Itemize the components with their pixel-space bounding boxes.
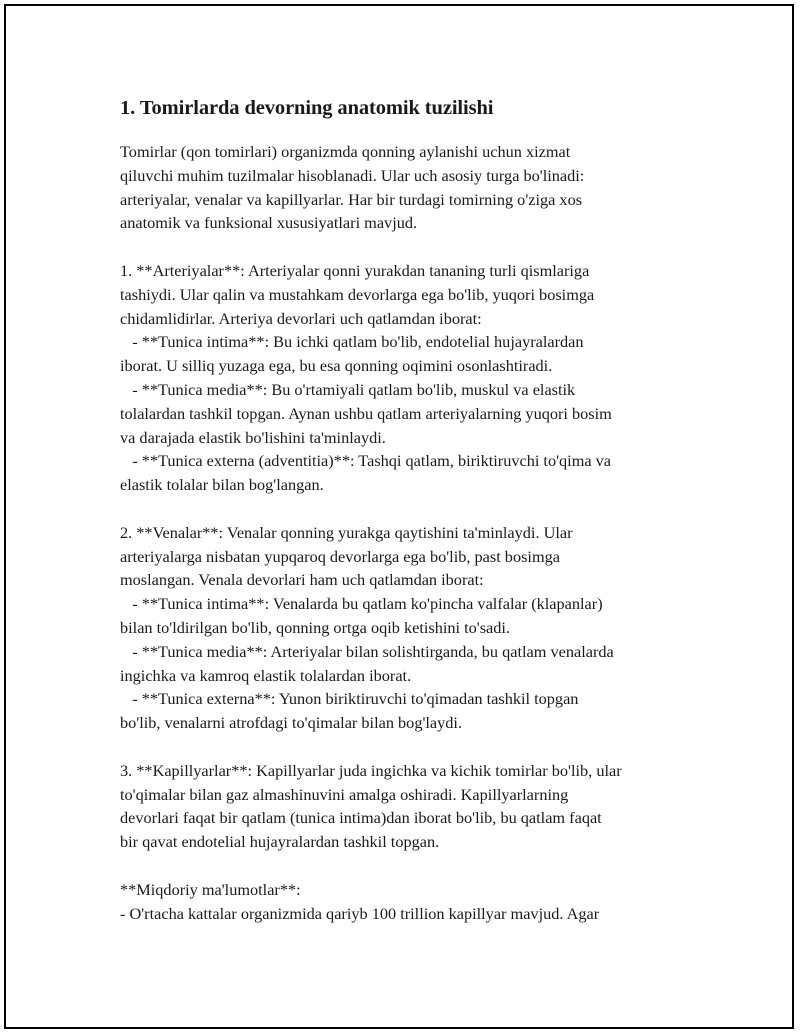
text-line: tolalardan tashkil topgan. Aynan ushbu qatlam arteriyalarning yuqori bosim (120, 403, 612, 423)
text-line: - **Tunica media**: Bu o'rtamiyali qatlam bo'lib, muskul va elastik (120, 379, 576, 399)
text-line: - **Tunica externa (adventitia)**: Tashqi qatlam, biriktiruvchi to'qima va (120, 451, 612, 471)
text-line: arteriyalar, venalar va kapillyarlar. Har bir turdagi tomirning o'ziga xos (120, 189, 583, 209)
text-line: 2. **Venalar**: Venalar qonning yurakga qaytishini ta'minlaydi. Ular (120, 522, 573, 542)
document-page (4, 4, 794, 1029)
text-line: va darajada elastik bo'lishini ta'minlaydi. (120, 427, 386, 447)
text-line: ingichka va kamroq elastik tolalardan iborat. (120, 665, 412, 685)
section-heading: 1. Tomirlarda devorning anatomik tuzilishi (120, 97, 494, 119)
blank-line (120, 735, 720, 759)
text-line: bir qavat endotelial hujayralardan tashkil topgan. (120, 832, 440, 852)
text-line: to'qimalar bilan gaz almashinuvini amalga oshiradi. Kapillyarlarning (120, 784, 569, 804)
blank-line (120, 235, 720, 259)
text-line: chidamlidirlar. Arteriya devorlari uch qatlamdan iborat: (120, 308, 482, 328)
text-line: arteriyalarga nisbatan yupqaroq devorlarga ega bo'lib, past bosimga (120, 546, 560, 566)
text-line: iborat. U silliq yuzaga ega, bu esa qonning oqimini osonlashtiradi. (120, 356, 553, 376)
body-text (120, 140, 720, 925)
text-line: bo'lib, venalarni atrofdagi to'qimalar bilan bog'laydi. (120, 713, 463, 733)
text-line: - **Tunica intima**: Venalarda bu qatlam ko'pincha valfalar (klapanlar) (120, 594, 603, 614)
text-line: 3. **Kapillyarlar**: Kapillyarlar juda ingichka va kichik tomirlar bo'lib, ular (120, 760, 622, 780)
text-line: devorlari faqat bir qatlam (tunica intima)dan iborat bo'lib, bu qatlam faqat (120, 808, 602, 828)
text-line: anatomik va funksional xususiyatlari mavjud. (120, 213, 418, 233)
document-content (120, 96, 720, 925)
text-line: **Miqdoriy ma'lumotlar**: (120, 879, 301, 899)
text-line: elastik tolalar bilan bog'langan. (120, 475, 324, 495)
text-line: moslangan. Venala devorlari ham uch qatlamdan iborat: (120, 570, 484, 590)
text-line: - O'rtacha kattalar organizmida qariyb 100 trillion kapillyar mavjud. Agar (120, 903, 600, 923)
text-line: - **Tunica media**: Arteriyalar bilan solishtirganda, bu qatlam venalarda (120, 641, 614, 661)
blank-line (120, 854, 720, 878)
text-line: 1. **Arteriyalar**: Arteriyalar qonni yurakdan tananing turli qismlariga (120, 260, 590, 280)
text-line: - **Tunica externa**: Yunon biriktiruvchi to'qimadan tashkil topgan (120, 689, 579, 709)
text-line: - **Tunica intima**: Bu ichki qatlam bo'lib, endotelial hujayralardan (120, 332, 584, 352)
blank-line (120, 497, 720, 521)
text-line: tashiydi. Ular qalin va mustahkam devorlarga ega bo'lib, yuqori bosimga (120, 284, 595, 304)
text-line: qiluvchi muhim tuzilmalar hisoblanadi. Ular uch asosiy turga bo'linadi: (120, 165, 585, 185)
text-line: Tomirlar (qon tomirlari) organizmda qonning aylanishi uchun xizmat (120, 142, 571, 161)
text-line: bilan to'ldirilgan bo'lib, qonning ortga oqib ketishini to'sadi. (120, 617, 511, 637)
